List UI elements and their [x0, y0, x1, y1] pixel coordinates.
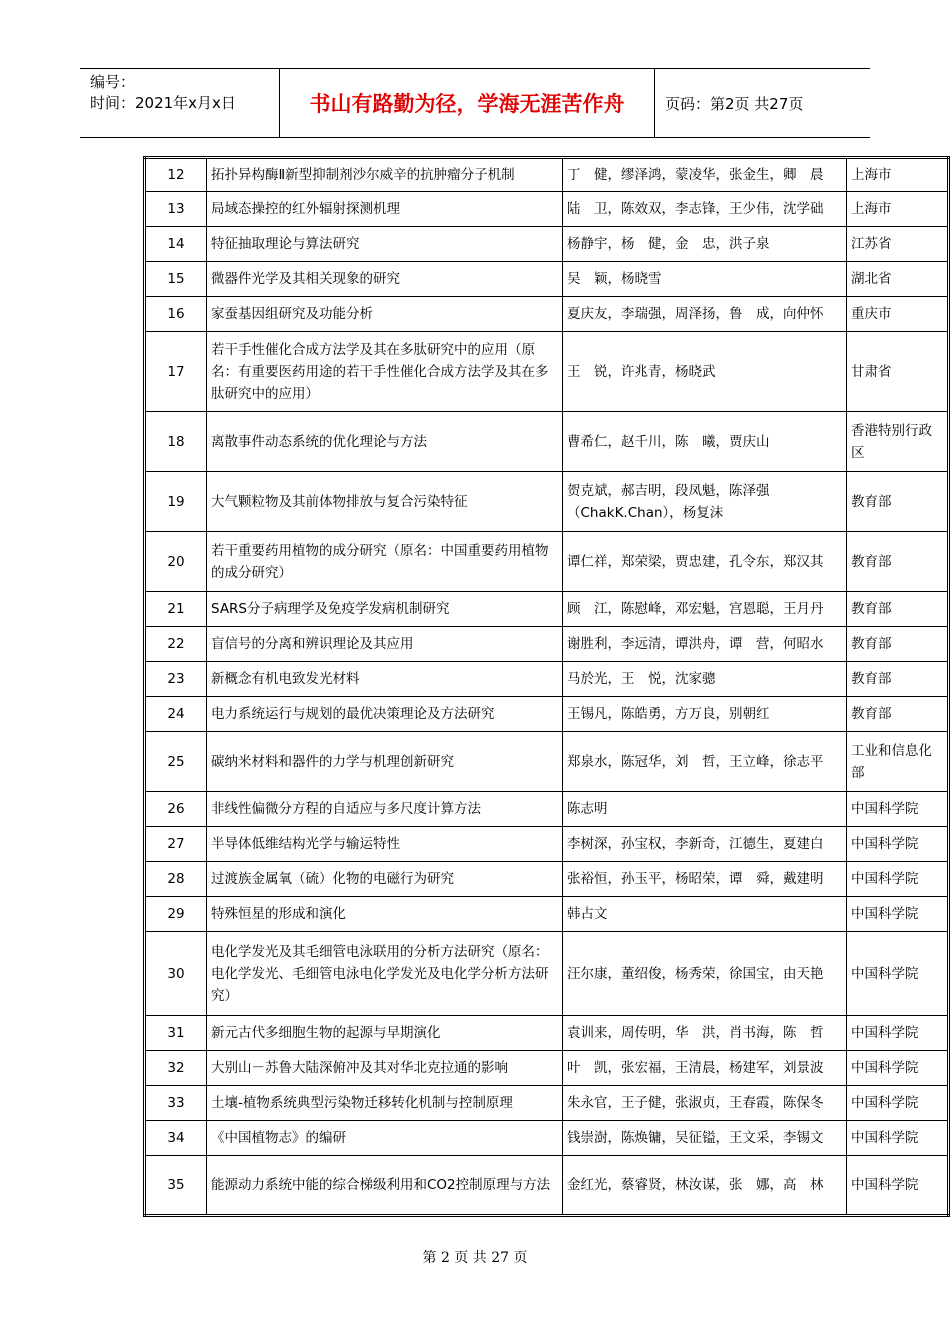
project-title: 碳纳米材料和器件的力学与机理创新研究	[207, 732, 563, 792]
row-number: 31	[145, 1016, 207, 1051]
project-members: 金红光，蔡睿贤，林汝谋，张 娜，高 林	[563, 1156, 847, 1216]
table-row	[145, 1051, 949, 1086]
project-title: 新元古代多细胞生物的起源与早期演化	[207, 1016, 563, 1051]
awards-table	[143, 156, 950, 1217]
project-members: 韩占文	[563, 897, 847, 932]
project-title: 半导体低维结构光学与输运特性	[207, 827, 563, 862]
row-number: 20	[145, 532, 207, 592]
project-title: SARS分子病理学及免疫学发病机制研究	[207, 592, 563, 627]
project-title: 若干重要药用植物的成分研究（原名：中国重要药用植物的成分研究）	[207, 532, 563, 592]
nominating-unit: 重庆市	[847, 297, 949, 332]
row-number: 34	[145, 1121, 207, 1156]
document-time-label: 时间：2021年x月x日	[90, 94, 236, 112]
page-header	[80, 68, 870, 138]
project-title: 局域态操控的红外辐射探测机理	[207, 192, 563, 227]
project-title: 盲信号的分离和辨识理论及其应用	[207, 627, 563, 662]
project-title: 微器件光学及其相关现象的研究	[207, 262, 563, 297]
awards-table-body	[145, 158, 949, 1216]
project-members: 谭仁祥，郑荣梁，贾忠建，孔令东，郑汉其	[563, 532, 847, 592]
table-row	[145, 1016, 949, 1051]
table-row	[145, 332, 949, 412]
nominating-unit: 中国科学院	[847, 897, 949, 932]
project-title: 新概念有机电致发光材料	[207, 662, 563, 697]
table-row	[145, 472, 949, 532]
project-members: 王锡凡，陈皓勇，方万良，别朝红	[563, 697, 847, 732]
nominating-unit: 教育部	[847, 532, 949, 592]
row-number: 17	[145, 332, 207, 412]
project-title: 大气颗粒物及其前体物排放与复合污染特征	[207, 472, 563, 532]
nominating-unit: 教育部	[847, 662, 949, 697]
nominating-unit: 湖北省	[847, 262, 949, 297]
table-row	[145, 792, 949, 827]
project-title: 电化学发光及其毛细管电泳联用的分析方法研究（原名：电化学发光、毛细管电泳电化学发光及电化学分析方法研究）	[207, 932, 563, 1016]
row-number: 30	[145, 932, 207, 1016]
project-members: 汪尔康，董绍俊，杨秀荣，徐国宝，由天艳	[563, 932, 847, 1016]
table-row	[145, 1156, 949, 1216]
table-row	[145, 592, 949, 627]
header-slogan: 书山有路勤为径，学海无涯苦作舟	[280, 69, 655, 137]
table-row	[145, 158, 949, 192]
nominating-unit: 教育部	[847, 697, 949, 732]
row-number: 32	[145, 1051, 207, 1086]
nominating-unit: 香港特别行政区	[847, 412, 949, 472]
nominating-unit: 中国科学院	[847, 792, 949, 827]
nominating-unit: 上海市	[847, 192, 949, 227]
project-members: 陆 卫，陈效双，李志锋，王少伟，沈学础	[563, 192, 847, 227]
row-number: 16	[145, 297, 207, 332]
row-number: 18	[145, 412, 207, 472]
nominating-unit: 上海市	[847, 158, 949, 192]
project-title: 特殊恒星的形成和演化	[207, 897, 563, 932]
table-row	[145, 1086, 949, 1121]
row-number: 35	[145, 1156, 207, 1216]
project-title: 特征抽取理论与算法研究	[207, 227, 563, 262]
table-row	[145, 627, 949, 662]
table-row	[145, 227, 949, 262]
project-title: 非线性偏微分方程的自适应与多尺度计算方法	[207, 792, 563, 827]
table-row	[145, 697, 949, 732]
row-number: 25	[145, 732, 207, 792]
nominating-unit: 教育部	[847, 592, 949, 627]
table-row	[145, 297, 949, 332]
nominating-unit: 中国科学院	[847, 1156, 949, 1216]
nominating-unit: 工业和信息化部	[847, 732, 949, 792]
table-row	[145, 897, 949, 932]
project-members: 袁训来，周传明，华 洪，肖书海，陈 哲	[563, 1016, 847, 1051]
row-number: 13	[145, 192, 207, 227]
project-title: 电力系统运行与规划的最优决策理论及方法研究	[207, 697, 563, 732]
nominating-unit: 中国科学院	[847, 827, 949, 862]
project-title: 离散事件动态系统的优化理论与方法	[207, 412, 563, 472]
project-members: 顾 江，陈慰峰，邓宏魁，宫恩聪，王月丹	[563, 592, 847, 627]
row-number: 28	[145, 862, 207, 897]
row-number: 23	[145, 662, 207, 697]
table-row	[145, 412, 949, 472]
row-number: 29	[145, 897, 207, 932]
table-row	[145, 1121, 949, 1156]
project-members: 王 锐，许兆青，杨晓武	[563, 332, 847, 412]
project-members: 陈志明	[563, 792, 847, 827]
nominating-unit: 中国科学院	[847, 1086, 949, 1121]
row-number: 14	[145, 227, 207, 262]
nominating-unit: 中国科学院	[847, 932, 949, 1016]
project-members: 叶 凯，张宏福，王清晨，杨建军，刘景波	[563, 1051, 847, 1086]
project-title: 家蚕基因组研究及功能分析	[207, 297, 563, 332]
page-footer: 第 2 页 共 27 页	[422, 1250, 528, 1266]
table-row	[145, 827, 949, 862]
project-title: 土壤-植物系统典型污染物迁移转化机制与控制原理	[207, 1086, 563, 1121]
nominating-unit: 中国科学院	[847, 1051, 949, 1086]
header-meta	[80, 69, 280, 137]
project-members: 李树深，孙宝权，李新奇，江德生，夏建白	[563, 827, 847, 862]
project-title: 若干手性催化合成方法学及其在多肽研究中的应用（原名：有重要医药用途的若干手性催化合成方法学及其在多肽研究中的应用）	[207, 332, 563, 412]
row-number: 19	[145, 472, 207, 532]
row-number: 33	[145, 1086, 207, 1121]
table-row	[145, 732, 949, 792]
row-number: 22	[145, 627, 207, 662]
nominating-unit: 中国科学院	[847, 862, 949, 897]
header-page-label: 页码：第2页 共27页	[665, 94, 804, 113]
row-number: 27	[145, 827, 207, 862]
table-row	[145, 192, 949, 227]
nominating-unit: 教育部	[847, 472, 949, 532]
nominating-unit: 甘肃省	[847, 332, 949, 412]
project-members: 马於光，王 悦，沈家骢	[563, 662, 847, 697]
row-number: 24	[145, 697, 207, 732]
project-members: 钱崇澍，陈焕镛，吴征镒，王文采，李锡文	[563, 1121, 847, 1156]
nominating-unit: 教育部	[847, 627, 949, 662]
project-members: 贺克斌，郝吉明，段凤魁，陈泽强（ChakK.Chan），杨复沫	[563, 472, 847, 532]
project-members: 杨静宇，杨 健，金 忠，洪子泉	[563, 227, 847, 262]
project-members: 谢胜利，李远清，谭洪舟，谭 营，何昭水	[563, 627, 847, 662]
nominating-unit: 中国科学院	[847, 1121, 949, 1156]
row-number: 26	[145, 792, 207, 827]
project-members: 朱永官，王子健，张淑贞，王春霞，陈保冬	[563, 1086, 847, 1121]
project-title: 《中国植物志》的编研	[207, 1121, 563, 1156]
row-number: 21	[145, 592, 207, 627]
project-members: 吴 颖，杨晓雪	[563, 262, 847, 297]
project-title: 大别山－苏鲁大陆深俯冲及其对华北克拉通的影响	[207, 1051, 563, 1086]
table-row	[145, 932, 949, 1016]
table-row	[145, 662, 949, 697]
nominating-unit: 中国科学院	[847, 1016, 949, 1051]
row-number: 12	[145, 158, 207, 192]
document-code-label: 编号：	[90, 73, 136, 91]
project-title: 拓扑异构酶Ⅱ新型抑制剂沙尔威辛的抗肿瘤分子机制	[207, 158, 563, 192]
project-members: 张裕恒，孙玉平，杨昭荣，谭 舜，戴建明	[563, 862, 847, 897]
project-title: 能源动力系统中能的综合梯级利用和CO2控制原理与方法	[207, 1156, 563, 1216]
table-row	[145, 862, 949, 897]
row-number: 15	[145, 262, 207, 297]
project-title: 过渡族金属氧（硫）化物的电磁行为研究	[207, 862, 563, 897]
nominating-unit: 江苏省	[847, 227, 949, 262]
project-members: 夏庆友，李瑞强，周泽扬，鲁 成，向仲怀	[563, 297, 847, 332]
project-members: 曹希仁，赵千川，陈 曦，贾庆山	[563, 412, 847, 472]
table-row	[145, 532, 949, 592]
project-members: 丁 健，缪泽鸿，蒙凌华，张金生，卿 晨	[563, 158, 847, 192]
project-members: 郑泉水，陈冠华，刘 哲，王立峰，徐志平	[563, 732, 847, 792]
table-row	[145, 262, 949, 297]
